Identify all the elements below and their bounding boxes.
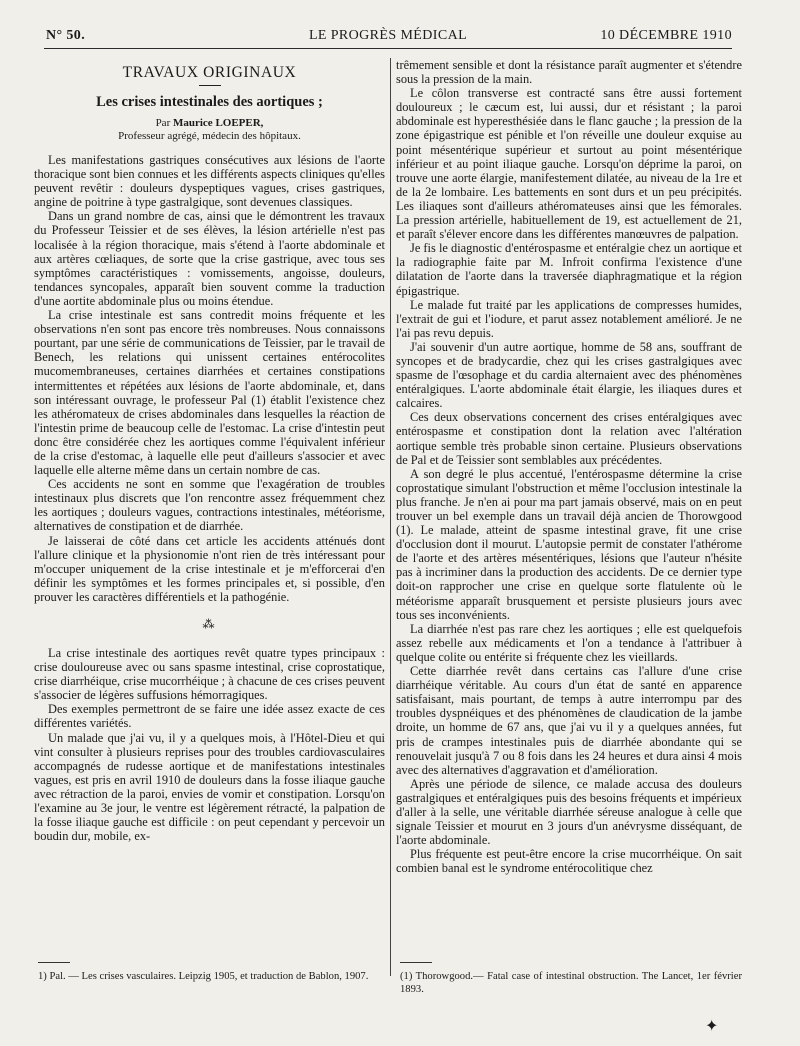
ornament-icon: ✦ xyxy=(705,1018,719,1035)
body-paragraph: La diarrhée n'est pas rare chez les aortiques ; elle est quelquefois assez rebelle aux médicaments et l'on a tendance à l'attribuer à quelque colite ou entérite si fréquente chez les vieillards. xyxy=(396,621,742,664)
body-paragraph: Dans un grand nombre de cas, ainsi que le démontrent les travaux du Professeur Teissier et de ses élèves, la lésion artérielle n'est pas localisée à la région thoracique, mais s'étend à l'aorte abdominale et aux artères cœliaques, de sorte que la crise gastrique, avec tous ses symptômes caractéristiques : vomissements, angoisse, douleurs, tendances syncopales, apparaît bien souvent comme la traduction d'une aortite abdominale plus ou moins étendue. xyxy=(34,209,385,308)
right-column xyxy=(396,58,742,875)
body-paragraph: Un malade que j'ai vu, il y a quelques mois, à l'Hôtel-Dieu et qui vint consulter à plusieurs reprises pour des troubles cardiovasculaires accompagnés de rudesse aortique et de manifestations intestinales vagues, est pris en avril 1910 de douleurs dans la fosse iliaque gauche avec rétraction de la paroi, envies de vomir et constipation. Lorsqu'on l'examine au 3e jour, le ventre est légèrement rétracté, la palpation de la fosse iliaque gauche est difficile : on peut cependant y percevoir un boudin dur, mobile, ex- xyxy=(34,730,385,844)
journal-title: LE PROGRÈS MÉDICAL xyxy=(308,28,468,43)
body-paragraph-continued: trêmement sensible et dont la résistance paraît augmenter et s'étendre sous la pression de la main. xyxy=(396,58,742,87)
footnote-rule-left xyxy=(38,962,70,963)
issue-number: N° 50. xyxy=(46,28,86,43)
section-separator-stars: ⁂ xyxy=(202,617,217,631)
body-paragraph: La crise intestinale est sans contredit moins fréquente et les observations n'en sont pas encore très nombreuses. Nous connaissons pourtant, par une série de communications de Teissier, par le travail de Benech, les relations qui unissent certaines entérocolites mucomembraneuses, certaines diarrhées et certaines constipations intermittentes et répétées aux lésions de l'aorte abdominale, et, dans son intéressant ouvrage, le professeur Pal (1) établit l'existence chez les athéromateux de crises abdominales dans lesquelles la réaction de l'intestin prime de beaucoup celle de l'estomac. La crise d'intestin peut donc être considérée chez les aortiques comme l'équivalent inférieur de la crise d'estomac, à laquelle elle peut d'ailleurs s'associer et avec laquelle elle alterne même dans un certain nombre de cas. xyxy=(34,308,385,478)
body-paragraph: Le malade fut traité par les applications de compresses humides, l'extrait de gui et l'iodure, et parut assez notablement amélioré. Je ne l'ai pas revu depuis. xyxy=(396,297,742,340)
body-paragraph: Ces deux observations concernent des crises entéralgiques avec entérospasme et constipation dont la relation avec l'altération aortique semble très probable sinon certaine. Plusieurs observations de Pal et de Teissier sont semblables aux précédentes. xyxy=(396,410,742,467)
left-column xyxy=(34,58,385,843)
footnote-rule-right xyxy=(400,962,432,963)
author-affiliation: Professeur agrégé, médecin des hôpitaux. xyxy=(118,130,301,142)
issue-date: 10 DÉCEMBRE 1910 xyxy=(600,28,732,43)
body-paragraph: A son degré le plus accentué, l'entérospasme détermine la crise coprostatique simulant l'obstruction et même l'occlusion intestinale la plus franche. Je n'en ai pour ma part jamais observé, mais on en peut trouver un bel exemple dans un travail déjà ancien de Thorowgood (1). Le malade, atteint de spasme intestinal grave, fit une crise d'occlusion dont il mourut. L'autopsie permit de constater l'athérome de l'aorte et des artères mésentériques, lésions que l'auteur n'hésite pas à incriminer dans la production des accidents. De ce dernier type doit-on rapprocher une crise en quelque sorte flatulente où le météorisme apparaît brusquement et persiste plusieurs jours avec tous ses inconvénients. xyxy=(396,466,742,622)
body-paragraph: La crise intestinale des aortiques revêt quatre types principaux : crise douloureuse avec ou sans spasme intestinal, crise coprostatique, crise diarrhéique, crise mucorrhéique ; à chacune de ces crises peuvent s'associer de légères suffusions hémorragiques. xyxy=(34,646,385,703)
body-paragraph: Des exemples permettront de se faire une idée assez exacte de ces différentes variétés. xyxy=(34,702,385,731)
page-header xyxy=(44,24,732,46)
body-paragraph: Ces accidents ne sont en somme que l'exagération de troubles intestinaux plus discrets que l'on rencontre assez fréquemment chez les aortiques ; douleurs vagues, contractions intestinales, météorisme, alternatives de constipation et de diarrhée. xyxy=(34,477,385,534)
article-title: Les crises intestinales des aortiques ; xyxy=(96,94,323,110)
author-line xyxy=(34,117,385,130)
author-name: Maurice LOEPER, xyxy=(172,117,264,129)
body-paragraph: Je laisserai de côté dans cet article les accidents atténués dont l'allure clinique et la physionomie n'ont rien de très intéressant pour m'occuper uniquement de la crise intestinale et je m'efforcerai d'en définir les symptômes et les formes principales et, si possible, d'en prouver les caractères différentiels et la pathogénie. xyxy=(34,533,385,604)
body-paragraph: Plus fréquente est peut-être encore la crise mucorrhéique. On sait combien banal est le syndrome entérocolitique chez xyxy=(396,847,742,876)
body-paragraph: Les manifestations gastriques consécutives aux lésions de l'aorte thoracique sont bien connues et les différents aspects cliniques qu'elles peuvent revêtir : douleurs dyspeptiques vagues, crises gastriques, angine de poitrine à type gastralgique, sont devenues classiques. xyxy=(34,153,385,210)
footnote-right: (1) Thorowgood.— Fatal case of intestinal obstruction. The Lancet, 1er février 1893. xyxy=(400,971,742,995)
title-dash xyxy=(199,85,221,86)
body-paragraph: Le côlon transverse est contracté sans être aussi fortement douloureux ; le cæcum est, lui aussi, dur et résistant ; la paroi abdominale est hyperesthésiée dans le flanc gauche ; la pression de la zone épigastrique est pénible et l'on réveille une douleur exquise au point mésentérique supérieur et surtout au point mésentérique inférieur et au point iliaque gauche. Lorsqu'on déprime la paroi, on trouve une aorte élargie, manifestement dilatée, au niveau de la 1re et de la 2e lombaire. Les battements en sont durs et un peu précipités. Les iliaques sont d'ailleurs athéromateuses ainsi que les fémorales. La pression artérielle, habituellement de 19, est actuellement de 21, et paraît s'élever encore dans les différentes manœuvres de palpation. xyxy=(396,86,742,242)
body-paragraph: J'ai souvenir d'un autre aortique, homme de 58 ans, souffrant de syncopes et de bradycardie, chez qui les crises gastralgiques avec spasme de l'œsophage et du cardia alternaient avec des phénomènes entéralgiques. L'aorte abdominale était élargie, les iliaques dures et calcaires. xyxy=(396,339,742,411)
footnote-left: 1) Pal. — Les crises vasculaires. Leipzig 1905, et traduction de Bablon, 1907. xyxy=(38,971,369,982)
body-paragraph: Après une période de silence, ce malade accusa des douleurs gastralgiques et entéralgiques puis des besoins fréquents et impérieux d'aller à la selle, une véritable diarrhée séreuse analogue à celle que signale Teissier et mourut en 3 jours d'un anévrysme disséquant, de l'aorte abdominale. xyxy=(396,776,742,848)
column-divider xyxy=(390,58,391,976)
section-title: TRAVAUX ORIGINAUX xyxy=(122,64,297,81)
header-rule xyxy=(44,48,732,49)
body-paragraph: Je fis le diagnostic d'entérospasme et entéralgie chez un aortique et la radiographie faite par M. Infroit confirma l'existence d'une dilatation de l'aorte dans la traversée diaphragmatique et la région épigastrique. xyxy=(396,241,742,298)
body-paragraph: Cette diarrhée revêt dans certains cas l'allure d'une crise diarrhéique véritable. Au cours d'un état de santé en apparence satisfaisant, mais pourtant, de temps à autre interrompu par des troubles dyspnéiques et des phénomènes de claudication de la jambe droite, un homme de 67 ans, que j'ai vu il y a quelques années, fut pris de crampes intestinales puis de diarrhée abondante qui se renouvelait jusqu'à 7 ou 8 fois dans les 24 heures et dura ainsi 4 mois avec des alternatives d'aggravation et d'amélioration. xyxy=(396,664,742,777)
author-prefix: Par xyxy=(155,117,171,129)
